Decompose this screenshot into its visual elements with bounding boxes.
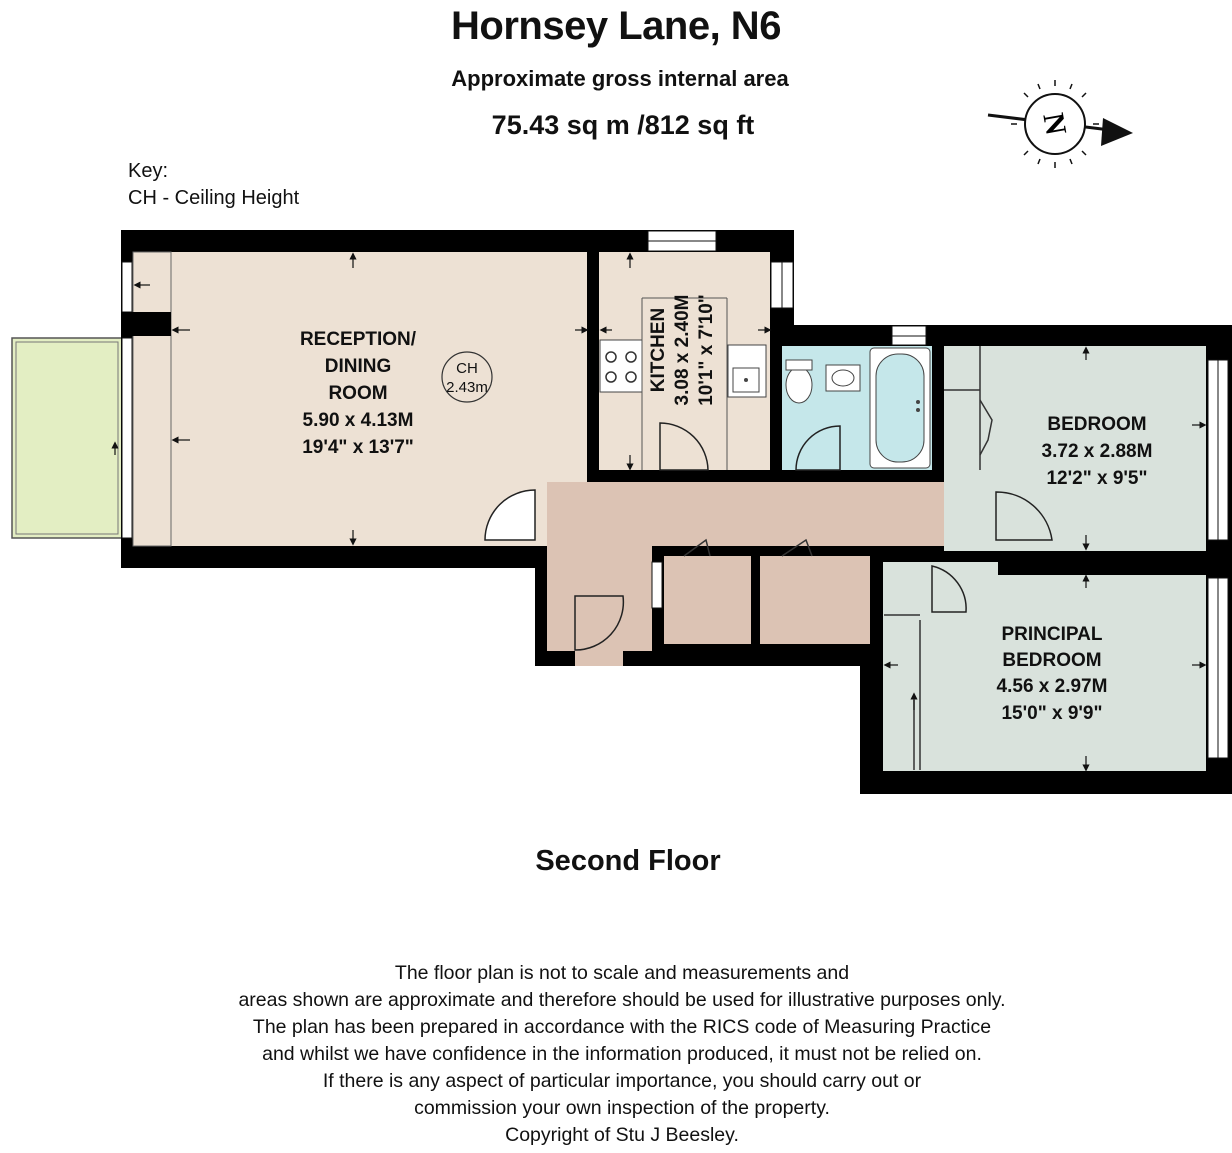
reception-imperial: 19'4" x 13'7": [302, 437, 414, 458]
kitchen-name: KITCHEN: [648, 307, 669, 393]
key-entry: CH - Ceiling Height: [128, 187, 300, 209]
compass-icon: [988, 80, 1133, 168]
disclaimer-line: areas shown are approximate and therefore should be used for illustrative purposes only.: [238, 989, 1006, 1011]
ceiling-height-label: CH: [456, 360, 478, 377]
hallway: [547, 482, 995, 546]
principal-metric: 4.56 x 2.97M: [996, 676, 1108, 697]
principal-name-line2: BEDROOM: [1002, 650, 1102, 671]
copyright: Copyright of Stu J Beesley.: [505, 1124, 739, 1146]
ceiling-height-value: 2.43m: [446, 379, 488, 396]
plan-title: Hornsey Lane, N6: [451, 4, 781, 48]
cupboard-right: [760, 556, 870, 644]
kitchen-imperial: 10'1" x 7'10": [696, 294, 717, 406]
disclaimer-line: The plan has been prepared in accordance with the RICS code of Measuring Practice: [252, 1016, 992, 1038]
disclaimer: [0, 960, 1232, 1149]
kitchen-metric: 3.08 x 2.40M: [672, 294, 693, 406]
disclaimer-line: commission your own inspection of the property.: [414, 1097, 830, 1119]
reception-metric: 5.90 x 4.13M: [302, 410, 414, 431]
floor-name: Second Floor: [535, 845, 721, 877]
bedroom-name: BEDROOM: [1047, 414, 1147, 435]
bedroom-imperial: 12'2" x 9'5": [1046, 468, 1148, 489]
reception-name-line3: ROOM: [328, 383, 388, 404]
bedroom-metric: 3.72 x 2.88M: [1041, 441, 1153, 462]
disclaimer-line: If there is any aspect of particular importance, you should carry out or: [322, 1070, 922, 1092]
cupboard-left: [664, 556, 751, 644]
compass-north-letter: N: [1036, 110, 1073, 138]
area-value: 75.43 sq m /812 sq ft: [491, 110, 755, 140]
disclaimer-line: and whilst we have confidence in the information produced, it must not be relied on.: [262, 1043, 982, 1065]
reception-name-line1: RECEPTION/: [299, 329, 417, 350]
area-subtitle: Approximate gross internal area: [451, 66, 789, 91]
key-heading: Key:: [128, 160, 169, 182]
balcony: [12, 338, 122, 538]
principal-name-line1: PRINCIPAL: [1001, 624, 1103, 645]
reception-name-line2: DINING: [324, 356, 392, 377]
principal-imperial: 15'0" x 9'9": [1001, 703, 1103, 724]
disclaimer-line: The floor plan is not to scale and measurements and: [394, 962, 850, 984]
